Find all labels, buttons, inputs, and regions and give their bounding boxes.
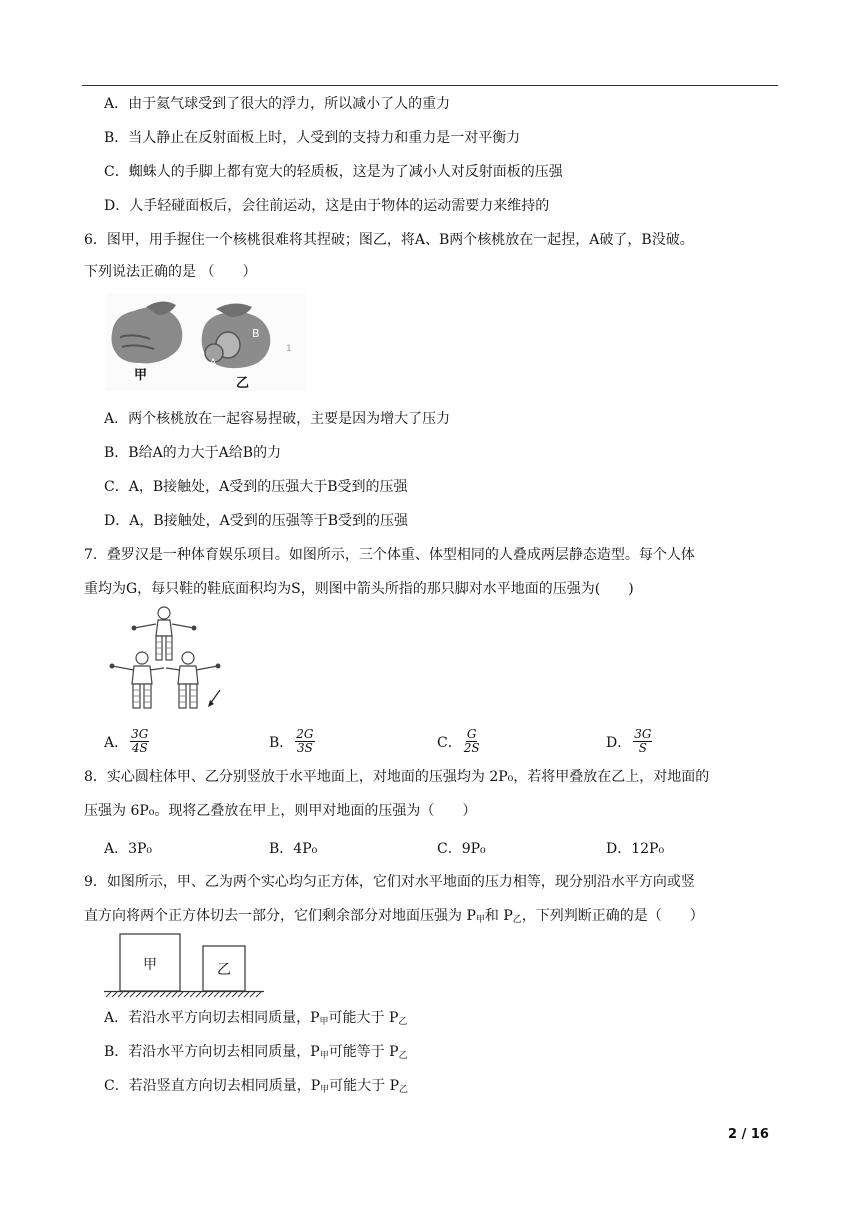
q7-option-a: A． $\frac{3G}{4S}$ bbox=[104, 727, 149, 755]
q6-walnut-figure bbox=[106, 293, 306, 391]
q5-option-b: B．当人静止在反射面板上时，人受到的支持力和重力是一对平衡力 bbox=[104, 130, 521, 146]
q7-d-numerator: 3G bbox=[634, 727, 652, 741]
q8-option-b: B．4P₀ bbox=[269, 841, 318, 857]
cube-yi-label: 乙 bbox=[217, 962, 231, 978]
q6-fig-letter-b: B bbox=[252, 327, 260, 340]
q6-option-d: D．A，B接触处，A受到的压强等于B受到的压强 bbox=[104, 513, 409, 529]
q9-stem-line2: 直方向将两个正方体切去一部分，它们剩余部分对地面压强为 $P_甲$和 $P_乙$，下列判断正确的是（ ） bbox=[84, 908, 704, 925]
q9-option-a: A．若沿水平方向切去相同质量，$P_甲$可能大于 $P_乙$ bbox=[104, 1010, 408, 1027]
q6-fig-label-yi: 乙 bbox=[236, 376, 250, 391]
q7-c-denominator: 2S bbox=[463, 741, 480, 755]
q9-option-c: C．若沿竖直方向切去相同质量，$P_甲$可能大于 $P_乙$ bbox=[104, 1078, 409, 1095]
q8-options bbox=[104, 838, 704, 864]
q7-stem-line1: 7．叠罗汉是一种体育娱乐项目。如图所示，三个体重、体型相同的人叠成两层静态造型。每个人体 bbox=[84, 547, 695, 563]
q7-c-numerator: G bbox=[466, 727, 477, 741]
q7-b-numerator: 2G bbox=[296, 727, 314, 741]
q6-fig-mark: 1 bbox=[286, 344, 292, 354]
cube-jia-label: 甲 bbox=[143, 957, 157, 973]
header-rule bbox=[82, 85, 778, 86]
q8-stem-line1: 8．实心圆柱体甲、乙分别竖放于水平地面上，对地面的压强均为 2P₀，若将甲叠放在乙上，对地面的 bbox=[84, 769, 710, 785]
q8-option-d: D．12P₀ bbox=[606, 841, 665, 857]
q6-option-b: B．B给A的力大于A给B的力 bbox=[104, 445, 282, 461]
q7-option-b: B． $\frac{2G}{3S}$ bbox=[269, 727, 314, 755]
q5-option-c: C．蜘蛛人的手脚上都有宽大的轻质板，这是为了减小人对反射面板的压强 bbox=[104, 164, 563, 180]
q7-stem-line2: 重均为G，每只鞋的鞋底面积均为S，则图中箭头所指的那只脚对水平地面的压强为( ) bbox=[84, 581, 634, 597]
q8-stem-line2: 压强为 6P₀。现将乙叠放在甲上，则甲对地面的压强为（ ） bbox=[84, 803, 477, 819]
q5-option-a: A．由于氦气球受到了很大的浮力，所以减小了人的重力 bbox=[104, 96, 451, 112]
q9-stem-line1: 9．如图所示，甲、乙为两个实心均匀正方体，它们对水平地面的压力相等，现分别沿水平方向或竖 bbox=[84, 874, 695, 890]
q8-option-c: C．9P₀ bbox=[437, 841, 486, 857]
q7-d-denominator: S bbox=[638, 741, 647, 755]
q7-a-numerator: 3G bbox=[131, 727, 149, 741]
q5-option-d: D．人手轻碰面板后，会往前运动，这是由于物体的运动需要力来维持的 bbox=[104, 198, 550, 214]
q7-b-denominator: 3S bbox=[296, 741, 313, 755]
q6-fig-letter-a: A bbox=[210, 358, 217, 368]
q7-option-c: C． $\frac{G}{2S}$ bbox=[437, 727, 480, 755]
q6-option-c: C．A，B接触处，A受到的压强大于B受到的压强 bbox=[104, 479, 408, 495]
q9-cubes-figure bbox=[104, 932, 266, 998]
q7-a-denominator: 4S bbox=[131, 741, 148, 755]
q6-fig-label-jia: 甲 bbox=[134, 368, 148, 383]
q6-option-a: A．两个核桃放在一起容易捏破，主要是因为增大了压力 bbox=[104, 411, 451, 427]
q7-option-d: D． $\frac{3G}{S}$ bbox=[606, 727, 652, 755]
q7-human-pyramid-figure bbox=[104, 604, 228, 718]
q7-options bbox=[104, 728, 704, 754]
page-number: 2 / 16 bbox=[728, 1127, 769, 1142]
q6-stem-line2: 下列说法正确的是 （ ） bbox=[84, 264, 257, 280]
q6-stem-line1: 6．图甲，用手握住一个核桃很难将其捏破；图乙，将A、B两个核桃放在一起捏，A破了，B没破。 bbox=[84, 232, 694, 248]
q8-option-a: A．3P₀ bbox=[104, 841, 153, 857]
q9-option-b: B．若沿水平方向切去相同质量，$P_甲$可能等于 $P_乙$ bbox=[104, 1044, 408, 1061]
